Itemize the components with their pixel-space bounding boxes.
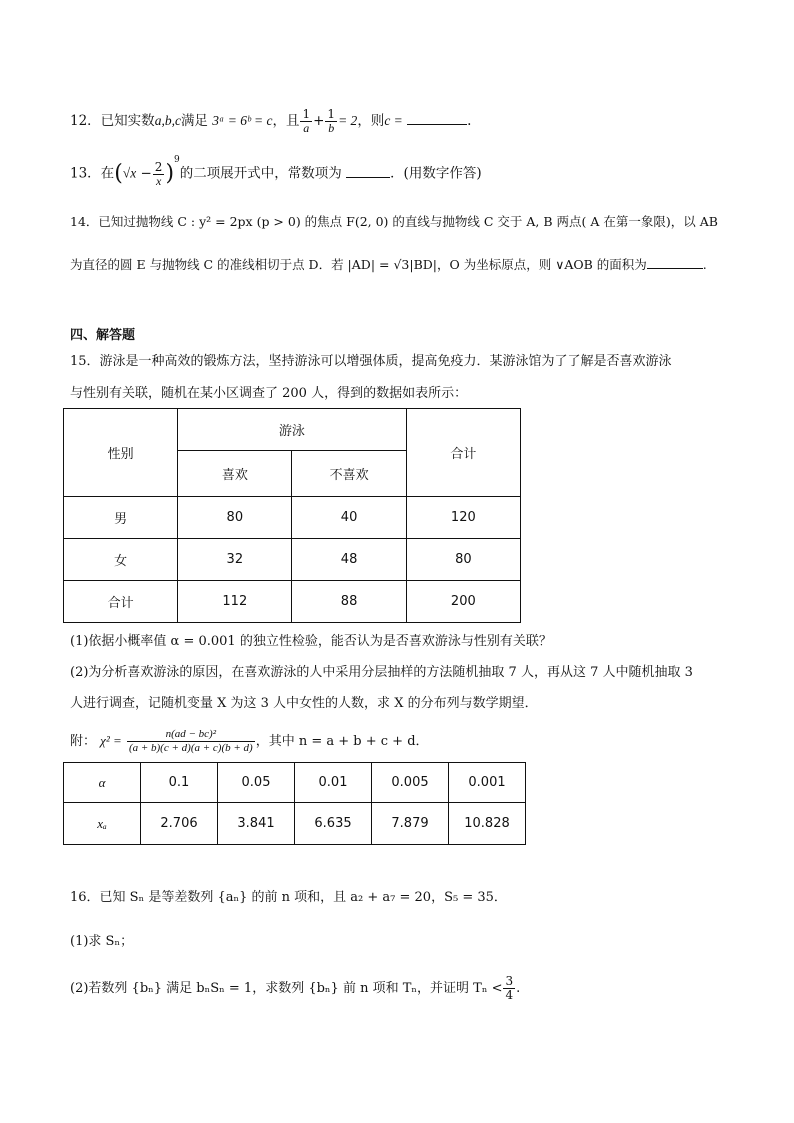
q13-paren-open: (: [114, 161, 123, 186]
q16-end: .: [516, 981, 521, 996]
alpha-cell: 0.001: [449, 763, 526, 803]
header-swim: 游泳: [178, 409, 407, 451]
header-dislike: 不喜欢: [292, 451, 406, 497]
q12-eq2: = 2: [338, 113, 358, 128]
q16-frac-num: 3: [505, 974, 514, 988]
cell-dislike: 88: [292, 581, 406, 623]
critical-value-table: [63, 762, 526, 845]
q12-frac1-num: 1: [302, 107, 311, 121]
table-row: [64, 497, 521, 539]
q12-fraction-b: [325, 108, 337, 135]
table-row: [64, 803, 526, 845]
chi-lhs: χ² =: [100, 733, 122, 748]
q15-line-1: 15．游泳是一种高效的锻炼方法，坚持游泳可以增强体质，提高免疫力．某游泳馆为了了解是否喜欢游泳: [70, 354, 672, 369]
cell-total: 200: [406, 581, 520, 623]
table-row: [64, 763, 526, 803]
chi-numerator: n(ad − bc)²: [127, 728, 255, 742]
x-alpha-label: xₐ: [64, 803, 141, 845]
q13-frac-den: x: [155, 173, 162, 188]
table-row: [64, 581, 521, 623]
q12-mid3: ，则: [357, 113, 385, 129]
value-cell: 10.828: [449, 803, 526, 845]
q15-line-2: 与性别有关联，随机在某小区调查了 200 人，得到的数据如表所示：: [70, 386, 468, 401]
survey-table: [63, 408, 521, 623]
q16-frac-den: 4: [505, 988, 514, 1002]
chi-tail: ，其中 n = a + b + c + d．: [255, 734, 429, 749]
value-cell: 7.879: [372, 803, 449, 845]
q15-part-1: (1)依据小概率值 α = 0.001 的独立性检验，能否认为是否喜欢游泳与性别有关联？: [70, 634, 552, 649]
question-12: 12．已知实数a,b,c满足 3ᵃ = 6ᵇ = c，且 $\frac{1}{a}$ + $\frac{1}{b}$ = 2，则c = .: [70, 107, 472, 135]
value-cell: 3.841: [218, 803, 295, 845]
q13-paren-close: ): [165, 161, 175, 186]
q12-fraction-a: [300, 108, 312, 135]
q12-end: .: [467, 113, 472, 129]
q13-minus: −: [136, 165, 152, 182]
chi-fraction: [127, 728, 255, 755]
q12-frac1-den: a: [303, 121, 310, 135]
q13-end: ．(用数字作答): [390, 165, 482, 182]
q12-mid1: 满足: [180, 113, 208, 129]
alpha-cell: 0.1: [141, 763, 218, 803]
q13-frac-num: 2: [154, 159, 163, 174]
q16-part-1: (1)求 Sₙ；: [70, 934, 134, 949]
alpha-cell: 0.05: [218, 763, 295, 803]
row-label: 男: [64, 497, 178, 539]
header-total: 合计: [406, 409, 520, 497]
q13-fraction: [153, 161, 165, 188]
header-like: 喜欢: [178, 451, 292, 497]
q14-line1: 14．已知过抛物线 C : y² = 2px (p > 0) 的焦点 F(2, 0) 的直线与抛物线 C 交于 A, B 两点( A 在第一象限)，以 AB: [70, 214, 718, 229]
q12-equation: 3ᵃ = 6ᵇ = c: [212, 113, 273, 128]
row-label: 女: [64, 539, 178, 581]
chi-square-formula: [70, 728, 429, 755]
q12-vars: a,b,c: [154, 113, 181, 128]
appendix-label: 附：: [70, 734, 97, 749]
q12-mid2: ，且: [272, 113, 300, 129]
q15-part-2-line-2: 人进行调查，记随机变量 X 为这 3 人中女性的人数，求 X 的分布列与数学期望．: [70, 696, 538, 711]
value-cell: 2.706: [141, 803, 218, 845]
q16-fraction: [503, 975, 515, 1002]
alpha-cell: 0.01: [295, 763, 372, 803]
chi-denominator: (a + b)(c + d)(a + c)(b + d): [128, 742, 253, 754]
cell-total: 120: [406, 497, 520, 539]
q13-answer-blank[interactable]: [346, 163, 390, 178]
q12-frac2-num: 1: [327, 107, 336, 121]
cell-like: 112: [178, 581, 292, 623]
section-title: 四、解答题: [70, 328, 136, 343]
question-13: [70, 155, 482, 188]
q16-part2-text: (2)若数列 {bₙ} 满足 bₙSₙ = 1，求数列 {bₙ} 前 n 项和 Tₙ，并证明 Tₙ <: [70, 981, 503, 996]
q13-power: 9: [174, 155, 180, 165]
alpha-label: α: [64, 763, 141, 803]
question-14-line-2: [70, 254, 707, 275]
q12-prefix: 12．已知实数: [70, 113, 155, 129]
row-label: 合计: [64, 581, 178, 623]
cell-total: 80: [406, 539, 520, 581]
q16-part-2: [70, 975, 520, 1002]
q15-part-2-line-1: (2)为分析喜欢游泳的原因，在喜欢游泳的人中采用分层抽样的方法随机抽取 7 人，再从这 7 人中随机抽取 3: [70, 665, 693, 680]
q14-line2: 为直径的圆 E 与抛物线 C 的准线相切于点 D．若 |AD| = √3|BD|，O 为坐标原点，则 ∨AOB 的面积为: [70, 257, 647, 272]
cell-like: 32: [178, 539, 292, 581]
cell-like: 80: [178, 497, 292, 539]
q14-answer-blank[interactable]: [647, 254, 703, 269]
q16-line-1: 16．已知 Sₙ 是等差数列 {aₙ} 的前 n 项和，且 a₂ + a₇ = 20，S₅ = 35．: [70, 890, 507, 905]
alpha-cell: 0.005: [372, 763, 449, 803]
value-cell: 6.635: [295, 803, 372, 845]
q12-lhs: c =: [384, 113, 403, 128]
header-gender: 性别: [64, 409, 178, 497]
cell-dislike: 40: [292, 497, 406, 539]
cell-dislike: 48: [292, 539, 406, 581]
q13-prefix: 13．在: [70, 165, 115, 182]
q13-sqrt: √x: [122, 165, 137, 181]
q13-text: 的二项展开式中，常数项为: [179, 165, 342, 182]
q12-answer-blank[interactable]: [407, 110, 467, 125]
question-14-line-1: [70, 212, 718, 232]
q12-frac2-den: b: [328, 121, 335, 135]
table-row: [64, 539, 521, 581]
q14-end: .: [702, 257, 707, 272]
